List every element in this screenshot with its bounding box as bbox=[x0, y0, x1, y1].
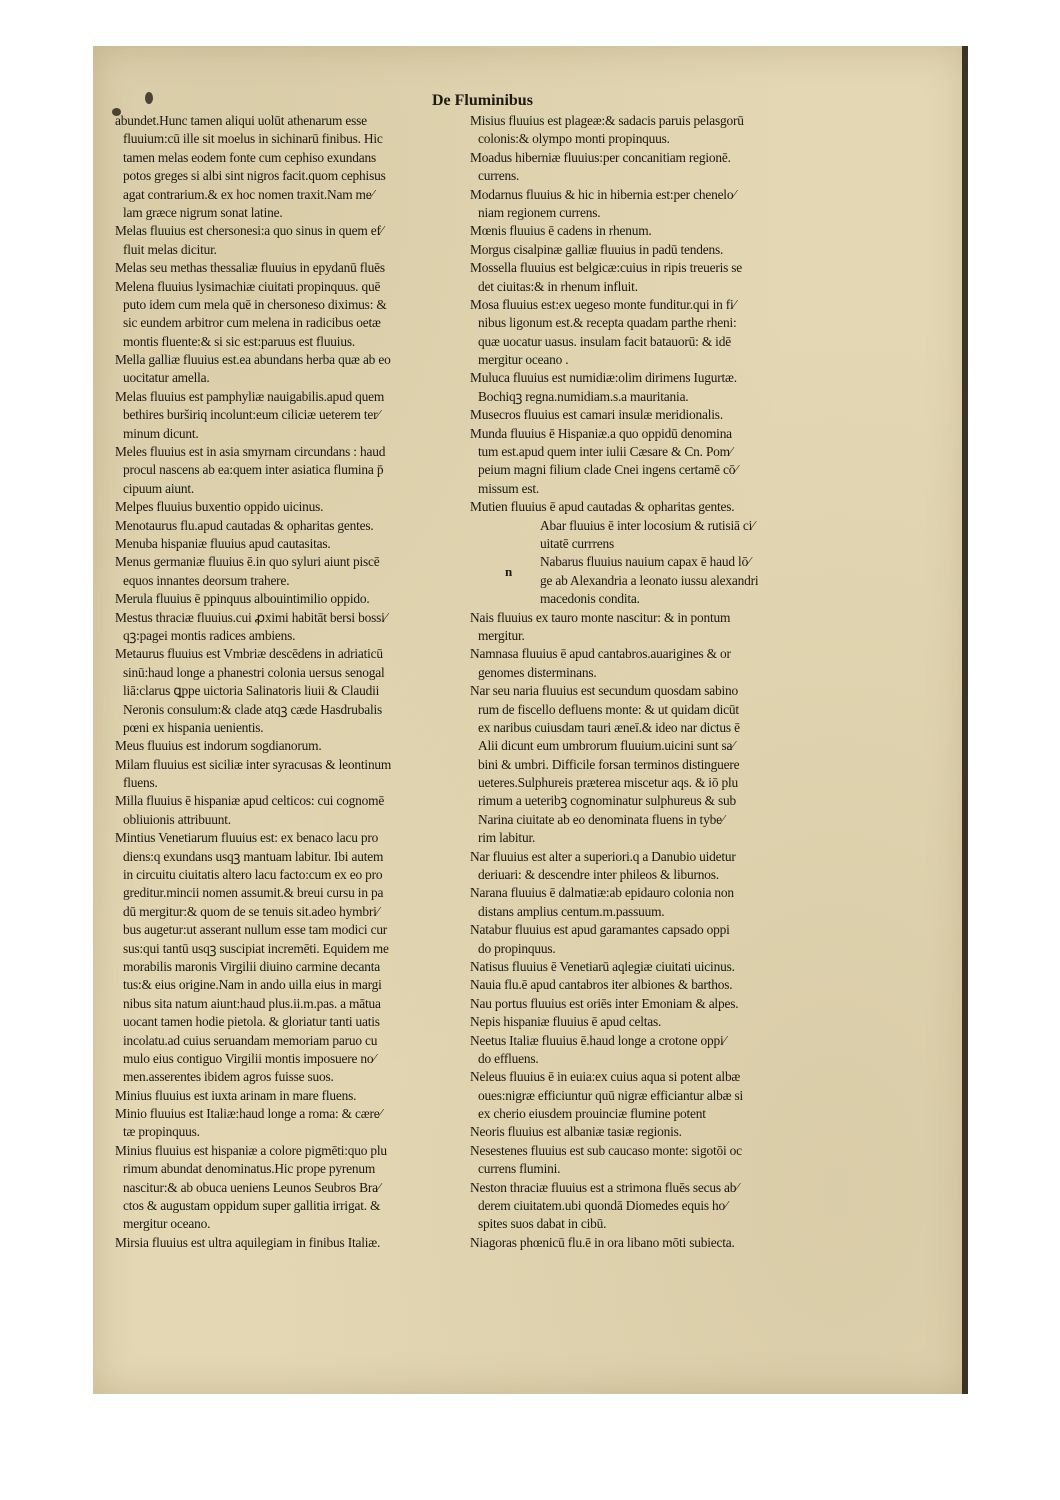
page-header: De Fluminibus bbox=[432, 92, 533, 109]
text-line: mergitur. bbox=[478, 627, 525, 643]
text-line: deriuari: & descendre inter phileos & liburnos. bbox=[478, 867, 719, 883]
text-line: qꝫ:pagei montis radices ambiens. bbox=[123, 627, 296, 643]
text-line: do propinquus. bbox=[478, 940, 556, 956]
text-line: uocant tamen hodie pietola. & gloriatur tanti uatis bbox=[123, 1014, 380, 1030]
text-line: Neetus Italiæ fluuius ē.haud longe a crotone oppi⁄ bbox=[470, 1032, 726, 1048]
text-line: Merula fluuius ē ppinquus albouintimilio oppido. bbox=[115, 591, 370, 607]
text-line: sic eundem arbitror cum melena in radicibus oetæ bbox=[123, 315, 381, 331]
ink-blot bbox=[145, 92, 153, 104]
text-line: Melas fluuius est chersonesi:a quo sinus in quem ef⁄ bbox=[115, 223, 383, 239]
text-line: Milam fluuius est siciliæ inter syracusas & leontinum bbox=[115, 756, 392, 772]
text-line: Moadus hiberniæ fluuius:per concanitiam regionē. bbox=[470, 149, 731, 165]
text-line: distans amplius centum.m.passuum. bbox=[478, 903, 665, 919]
text-line: Menus germaniæ fluuius ē.in quo syluri aiunt piscē bbox=[115, 554, 380, 570]
text-line: tamen melas eodem fonte cum cephiso exundans bbox=[123, 149, 376, 165]
text-line: obliuionis attribuunt. bbox=[123, 811, 231, 827]
text-line: ueteres.Sulphureis præterea miscetur aqs. & iō plu bbox=[478, 775, 738, 791]
text-line: bethires burširiq incolunt:eum ciliciæ ueterem ter⁄ bbox=[123, 407, 380, 423]
text-line: Minius fluuius est iuxta arinam in mare fluens. bbox=[115, 1087, 357, 1103]
text-line: Menotaurus flu.apud cautadas & opharitas gentes. bbox=[115, 517, 374, 533]
text-line: rim labitur. bbox=[478, 830, 536, 846]
text-line: sus:qui tantū usqꝫ suscipiat incremēti. Equidem me bbox=[123, 940, 389, 956]
text-line: det ciuitas:& in rhenum influit. bbox=[478, 278, 638, 294]
text-line: oues:nigræ efficiuntur quū nigræ efficiantur albæ si bbox=[478, 1087, 744, 1103]
text-line: missum est. bbox=[478, 480, 540, 496]
text-line: Melpes fluuius buxentio oppido uicinus. bbox=[115, 499, 324, 515]
text-line: Melas fluuius est pamphyliæ nauigabilis.apud quem bbox=[115, 388, 385, 404]
text-line: Neronis consulum:& clade atqꝫ cæde Hasdrubalis bbox=[123, 701, 383, 717]
text-line: fluuium:cū ille sit moelus in sichinarū finibus. Hic bbox=[123, 131, 383, 147]
text-line: genomes disterminans. bbox=[478, 664, 597, 680]
text-line: quæ uocatur uasus. insulam facit batauorū: & idē bbox=[478, 333, 731, 349]
text-line: Minius fluuius est hispaniæ a colore pigmēti:quo plu bbox=[115, 1142, 387, 1158]
text-line: dū mergitur:& quom de se tenuis sit.adeo hymbri⁄ bbox=[123, 903, 379, 919]
text-line: Neleus fluuius ē in euia:ex cuius aqua si potent albæ bbox=[470, 1069, 741, 1085]
text-line: Narina ciuitate ab eo denominata fluens in tybe⁄ bbox=[478, 811, 724, 827]
text-line: tæ propinquus. bbox=[123, 1124, 200, 1140]
text-line: tum est.apud quem inter iulii Cæsare & Cn. Pom⁄ bbox=[478, 444, 732, 460]
text-line: Minio fluuius est Italiæ:haud longe a roma: & cære⁄ bbox=[115, 1106, 382, 1122]
text-line: montis fluente:& si sic est:paruus est fluuius. bbox=[123, 333, 355, 349]
text-line: minum dicunt. bbox=[123, 425, 199, 441]
text-line: nascitur:& ab obuca ueniens Leunos Seubros Bra⁄ bbox=[123, 1179, 380, 1195]
text-line: tus:& eius origine.Nam in ando uilla eius in margi bbox=[123, 977, 382, 993]
text-line: rimum abundat denominatus.Hic prope pyrenum bbox=[123, 1161, 376, 1177]
text-line: Milla fluuius ē hispaniæ apud celticos: cui cognomē bbox=[115, 793, 385, 809]
text-line: Nau portus fluuius est oriēs inter Emoniam & alpes. bbox=[470, 995, 739, 1011]
text-line: Narana fluuius ē dalmatiæ:ab epidauro colonia non bbox=[470, 885, 734, 901]
text-line: ge ab Alexandria a leonato iussu alexandri bbox=[540, 572, 759, 588]
text-line: ex naribus cuiusdam tauri æneī.& ideo nar dictus ē bbox=[478, 719, 740, 735]
text-line: rum de fiscello defluens monte: & ut quidam dicūt bbox=[478, 701, 739, 717]
text-line: Nar fluuius est alter a superiori.q a Danubio uidetur bbox=[470, 848, 736, 864]
text-line: currens flumini. bbox=[478, 1161, 561, 1177]
text-line: Melas seu methas thessaliæ fluuius in epydanū fluēs bbox=[115, 260, 385, 276]
text-line: Natisus fluuius ē Venetiarū aqlegiæ ciuitati uicinus. bbox=[470, 958, 735, 974]
text-line: currens. bbox=[478, 168, 520, 184]
text-line: uocitatur amella. bbox=[123, 370, 210, 386]
text-line: cipuum aiunt. bbox=[123, 480, 195, 496]
text-line: lam græce nigrum sonat latine. bbox=[123, 204, 283, 220]
text-line: Mossella fluuius est belgicæ:cuius in ripis treueris se bbox=[470, 260, 743, 276]
text-line: niam regionem currens. bbox=[478, 204, 601, 220]
text-line: sinū:haud longe a phanestri colonia uersus senogal bbox=[123, 664, 385, 680]
text-line: Menuba hispaniæ fluuius apud cautasitas. bbox=[115, 535, 331, 551]
text-line: puto idem cum mela quē in chersoneso diximus: & bbox=[123, 296, 387, 312]
right-text-column bbox=[470, 112, 862, 1252]
text-line: fluens. bbox=[123, 775, 158, 791]
text-line: Nepis hispaniæ fluuius ē apud celtas. bbox=[470, 1014, 662, 1030]
text-line: Neston thraciæ fluuius est a strimona fluēs secus ab⁄ bbox=[470, 1179, 739, 1195]
text-line: Musecros fluuius est camari insulæ meridionalis. bbox=[470, 407, 723, 423]
text-line: mergitur oceano. bbox=[123, 1216, 211, 1232]
text-line: rimum a ueteribꝫ cognominatur sulphureus & sub bbox=[478, 793, 736, 809]
text-line: Nar seu naria fluuius est secundum quosdam sabino bbox=[470, 683, 738, 699]
text-line: ctos & augustam oppidum super gallitia irrigat. & bbox=[123, 1198, 381, 1214]
text-line: Morgus cisalpinæ galliæ fluuius in padū tendens. bbox=[470, 241, 724, 257]
text-line: Melena fluuius lysimachiæ ciuitati propinquus. quē bbox=[115, 278, 381, 294]
text-line: spites suos dabat in cibū. bbox=[478, 1216, 607, 1232]
text-line: Bochiqꝫ regna.numidiam.s.a mauritania. bbox=[478, 388, 689, 404]
text-line: Nauia flu.ē apud cantabros iter albiones & barthos. bbox=[470, 977, 733, 993]
text-line: Mirsia fluuius est ultra aquilegiam in finibus Italiæ. bbox=[115, 1234, 381, 1250]
text-line: abundet.Hunc tamen aliqui uolūt athenarum esse bbox=[115, 113, 367, 128]
left-text-column bbox=[115, 112, 467, 1252]
text-line: peium magni filium clade Cnei ingens certamē cō⁄ bbox=[478, 462, 738, 478]
text-line: do effluens. bbox=[478, 1050, 539, 1066]
text-line: nibus sita natum aiunt:haud plus.ii.m.pas. a mātua bbox=[123, 995, 381, 1011]
text-line: mulo eius contiguo Virgilii montis imposuere no⁄ bbox=[123, 1050, 376, 1066]
text-line: colonis:& olympo monti propinquus. bbox=[478, 131, 670, 147]
text-line: potos greges si albi sint nigros facit.quom cephisus bbox=[123, 168, 386, 184]
text-line: bini & umbri. Difficile forsan terminos distinguere bbox=[478, 756, 740, 772]
text-line: Natabur fluuius est apud garamantes capsado oppi bbox=[470, 922, 730, 938]
text-line: nibus ligonum est.& recepta quadam parthe rheni: bbox=[478, 315, 737, 331]
text-line: liā:clarus ꝗppe uictoria Salinatoris liuii & Claudii bbox=[123, 683, 380, 699]
text-line: mergitur oceano . bbox=[478, 352, 569, 368]
text-line: Nais fluuius ex tauro monte nascitur: & in pontum bbox=[470, 609, 731, 625]
text-line: equos innantes deorsum trahere. bbox=[123, 572, 290, 588]
text-line: Mella galliæ fluuius est.ea abundans herba quæ ab eo bbox=[115, 352, 391, 368]
text-line: Abar fluuius ē inter locosium & rutisiā ci⁄ bbox=[540, 517, 755, 533]
text-line: Munda fluuius ē Hispaniæ.a quo oppidū denomina bbox=[470, 425, 732, 441]
text-line: Meles fluuius est in asia smyrnam circundans : haud bbox=[115, 444, 386, 460]
text-line: Modarnus fluuius & hic in hibernia est:per chenelo⁄ bbox=[470, 186, 736, 202]
text-line: incolatu.ad cuius seruandam memoriam paruo cu bbox=[123, 1032, 378, 1048]
text-line: Neoris fluuius est albaniæ tasiæ regionis. bbox=[470, 1124, 682, 1140]
text-line: agat contrarium.& ex hoc nomen traxit.Nam me⁄ bbox=[123, 186, 374, 202]
text-line: Namnasa fluuius ē apud cantabros.auarigines & or bbox=[470, 646, 731, 662]
text-line: ex cherio eiusdem prouinciæ flumine potent bbox=[478, 1106, 706, 1122]
text-line: macedonis condita. bbox=[540, 591, 640, 607]
text-line: greditur.mincii nomen assumit.& breui cursu in pa bbox=[123, 885, 384, 901]
text-line: morabilis maronis Virgilii diuino carmine decanta bbox=[123, 958, 381, 974]
text-line: diens:q exundans usqꝫ mantuam labitur. Ibi autem bbox=[123, 848, 384, 864]
text-line: men.asserentes ibidem agros fuisse suos. bbox=[123, 1069, 334, 1085]
text-line: Mintius Venetiarum fluuius est: ex benaco lacu pro bbox=[115, 830, 379, 846]
text-line: pœni ex hispania uenientis. bbox=[123, 719, 264, 735]
text-line: Mosa fluuius est:ex uegeso monte funditur.qui in fi⁄ bbox=[470, 296, 736, 312]
margin-marker: n bbox=[505, 564, 513, 579]
text-line: bus augetur:ut asserant nullum esse tam modici cur bbox=[123, 922, 388, 938]
text-line: Nesestenes fluuius est sub caucaso monte: sigotōi oc bbox=[470, 1142, 742, 1158]
text-line: Mutien fluuius ē apud cautadas & opharitas gentes. bbox=[470, 499, 735, 515]
text-line: Niagoras phœnicū flu.ē in ora libano mōti subiecta. bbox=[470, 1234, 735, 1250]
text-line: in circuitu ciuitatis altero lacu facto:cum ex eo pro bbox=[123, 867, 383, 883]
text-line: Muluca fluuius est numidiæ:olim dirimens Iugurtæ. bbox=[470, 370, 737, 386]
text-line: Meus fluuius est indorum sogdianorum. bbox=[115, 738, 322, 754]
text-line: Misius fluuius est plageæ:& sadacis paruis pelasgorū bbox=[470, 113, 744, 128]
text-line: fluit melas dicitur. bbox=[123, 241, 217, 257]
text-line: uitatē currrens bbox=[540, 535, 614, 551]
text-line: Mœnis fluuius ē cadens in rhenum. bbox=[470, 223, 652, 239]
text-line: Metaurus fluuius est Vmbriæ descēdens in adriaticū bbox=[115, 646, 383, 662]
text-line: procul nascens ab ea:quem inter asiatica flumina p̄ bbox=[123, 462, 384, 478]
text-line: Mestus thraciæ fluuius.cui ꝓximi habitāt bersi bossi⁄ bbox=[115, 609, 387, 625]
text-line: Alii dicunt eum umbrorum fluuium.uicini sunt sa⁄ bbox=[478, 738, 735, 754]
text-line: Nabarus fluuius nauium capax ē haud lō⁄ bbox=[540, 554, 751, 570]
text-line: derem ciuitatem.ubi quondā Diomedes equis ho⁄ bbox=[478, 1198, 728, 1214]
